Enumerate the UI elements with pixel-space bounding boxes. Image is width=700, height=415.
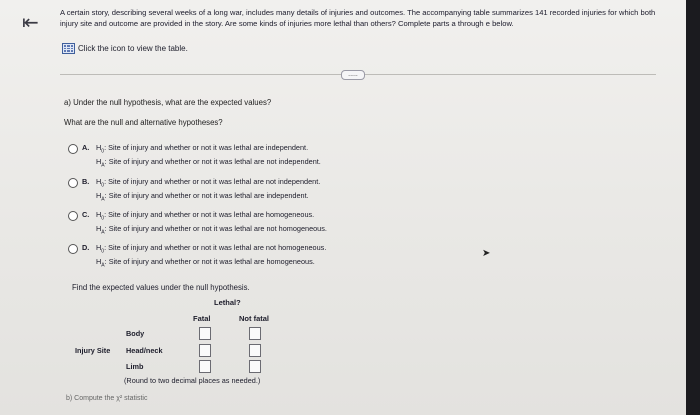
table-icon[interactable] (62, 43, 75, 54)
radio-d[interactable] (68, 244, 78, 254)
injury-site-label: Injury Site (75, 346, 111, 355)
input-head-neck-fatal[interactable] (199, 344, 211, 357)
input-head-neck-not-fatal[interactable] (249, 344, 261, 357)
cursor-arrow-icon: ➤ (482, 248, 491, 259)
option-a[interactable]: A. $H_0$: Site of injury and whether or not it was lethal are independent. $H_A$: Site of injury and whether or not it was lethal are not independent. (68, 143, 321, 171)
back-arrow-icon[interactable]: ⇤ (22, 12, 39, 34)
column-not-fatal: Not fatal (239, 314, 269, 323)
input-limb-not-fatal[interactable] (249, 360, 261, 373)
input-body-fatal[interactable] (199, 327, 211, 340)
row-limb-label: Limb (126, 362, 144, 371)
radio-c[interactable] (68, 211, 78, 221)
lethal-header: Lethal? (214, 298, 241, 307)
option-d[interactable]: D. $H_0$: Site of injury and whether or not it was lethal are not homogeneous. $H_A$: Site of injury and whether or not it was lethal are homogeneous. (68, 243, 326, 271)
radio-b[interactable] (68, 178, 78, 188)
rounding-note: (Round to two decimal places as needed.) (124, 376, 261, 385)
radio-a[interactable] (68, 144, 78, 154)
expected-values-prompt: Find the expected values under the null hypothesis. (72, 283, 250, 292)
option-b[interactable]: B. $H_0$: Site of injury and whether or not it was lethal are not independent. $H_A$: Site of injury and whether or not it was lethal are independent. (68, 177, 320, 205)
column-fatal: Fatal (193, 314, 211, 323)
next-part-cutoff: b) Compute the χ² statistic (66, 395, 148, 402)
option-c[interactable]: C. $H_0$: Site of injury and whether or not it was lethal are homogeneous. $H_A$: Site of injury and whether or not it was lethal are not homogeneous. (68, 210, 327, 238)
hypotheses-prompt: What are the null and alternative hypotheses? (64, 118, 223, 127)
view-table-link[interactable] (62, 43, 188, 54)
part-a-question: a) Under the null hypothesis, what are the expected values? (64, 98, 272, 107)
expand-button[interactable]: ..... (341, 70, 365, 80)
row-head-neck-label: Head/neck (126, 346, 163, 355)
input-body-not-fatal[interactable] (249, 327, 261, 340)
problem-statement: A certain story, describing several weeks of a long war, includes many details of injuries and outcomes. The accompanying table summarizes 141 recorded injuries for which both injury site and outcome are provided in the story. Are some kinds of injuries more lethal than others? Complete parts a through e below. (60, 8, 656, 28)
view-table-label[interactable]: Click the icon to view the table. (78, 44, 188, 53)
screen-edge (686, 0, 700, 415)
input-limb-fatal[interactable] (199, 360, 211, 373)
row-body-label: Body (126, 329, 145, 338)
